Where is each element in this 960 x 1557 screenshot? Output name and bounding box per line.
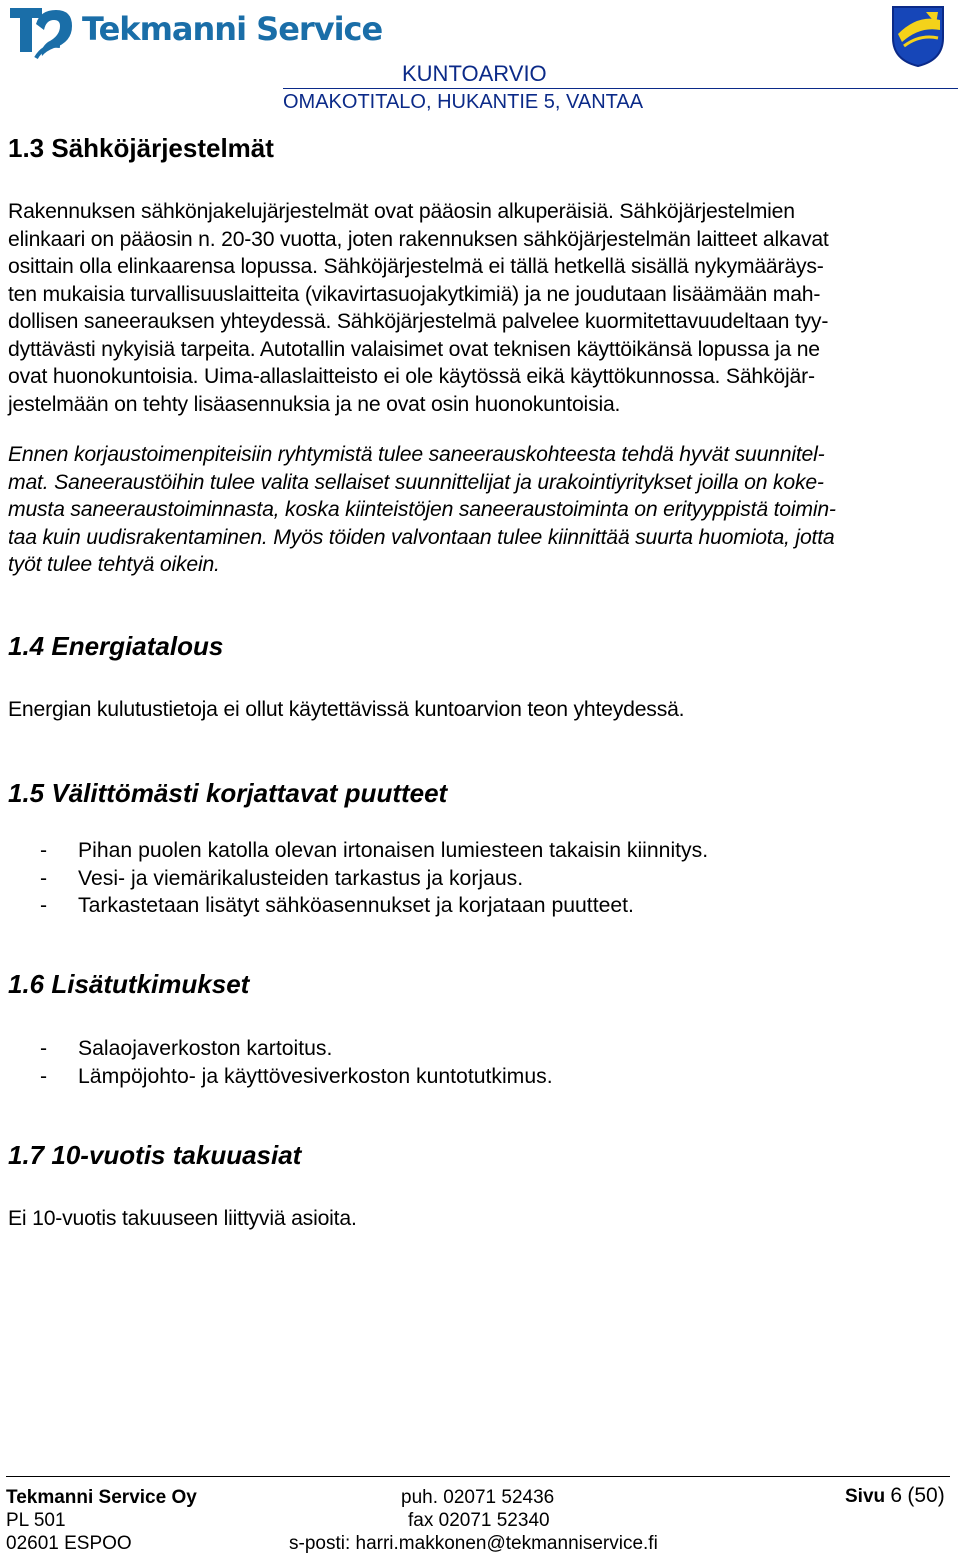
list-item (8, 892, 708, 920)
page-label: Sivu (845, 1486, 886, 1507)
footer-company: Tekmanni Service Oy (6, 1487, 197, 1508)
list-marker: - (40, 866, 48, 890)
footer-email: s-posti: harri.makkonen@tekmanniservice.fi (289, 1533, 658, 1554)
text-line: Ennen korjaustoimenpiteisiin ryhtymistä tulee saneerauskohteesta tehdä hyvät suunnitel- (8, 443, 825, 466)
list-item (8, 1035, 553, 1063)
report-title: KUNTOARVIO (402, 61, 547, 86)
footer-company-block (6, 1486, 197, 1555)
text-line: elinkaari on pääosin n. 20-30 vuotta, joten rakennuksen sähköjärjestelmän laitteet alkavat (8, 227, 829, 251)
section-1-3-paragraph-1 (8, 198, 953, 418)
page-indicator (845, 1484, 945, 1508)
list-item-text: Lämpöjohto- ja käyttövesiverkoston kuntotutkimus. (78, 1064, 553, 1088)
list-item (8, 865, 708, 893)
footer-divider (6, 1476, 950, 1477)
section-1-6-list (8, 1035, 553, 1090)
text-line: Energian kulutustietoja ei ollut käytettävissä kuntoarvion teon yhteydessä. (8, 698, 685, 721)
text-line: mat. Saneeraustöihin tulee valita sellaiset suunnittelijat ja urakointiyritykset joilla on koke- (8, 470, 824, 494)
section-1-4-text (8, 696, 953, 724)
footer-fax: fax 02071 52340 (408, 1510, 550, 1531)
section-heading-1-4: 1.4 Energiatalous (8, 631, 224, 661)
header-divider (283, 88, 958, 89)
text-line: dollisen saneerauksen yhteydessä. Sähköjärjestelmä palvelee kuormitettavuudeltaan tyy- (8, 310, 829, 333)
list-marker: - (40, 839, 48, 862)
section-heading-1-6: 1.6 Lisätutkimukset (8, 969, 250, 999)
text-line: osittain olla elinkaarensa lopussa. Sähköjärjestelmä ei tällä hetkellä sisällä nykymääräys- (8, 255, 824, 278)
page-total: (50) (907, 1484, 945, 1507)
list-item-text: Tarkastetaan lisätyt sähköasennukset ja korjataan puutteet. (78, 894, 634, 917)
footer-pobox: PL 501 (6, 1510, 66, 1531)
text-line: musta saneeraustoiminnasta, koska kiinteistöjen saneeraustoiminta on erityyppistä toimin- (8, 498, 836, 521)
text-line: Rakennuksen sähkönjakelujärjestelmät ovat pääosin alkuperäisiä. Sähköjärjestelmien (8, 200, 795, 223)
section-heading-1-3: 1.3 Sähköjärjestelmät (8, 133, 274, 163)
company-logo (6, 2, 383, 62)
text-line: jestelmään on tehty lisäasennuksia ja ne ovat osin huonokuntoisia. (8, 392, 621, 416)
text-line: Ei 10-vuotis takuuseen liittyviä asioita. (8, 1207, 357, 1230)
footer-phone: puh. 02071 52436 (401, 1487, 555, 1508)
text-line: taa kuin uudisrakentaminen. Myös töiden valvontaan tulee kiinnittää suurta huomiota, jotta (8, 525, 835, 549)
report-address: OMAKOTITALO, HUKANTIE 5, VANTAA (283, 91, 644, 113)
list-item (8, 837, 708, 865)
list-item (8, 1063, 553, 1091)
section-1-5-list (8, 837, 708, 920)
list-item-text: Pihan puolen katolla olevan irtonaisen lumiesteen takaisin kiinnitys. (78, 839, 709, 862)
text-line: työt tulee tehtyä oikein. (8, 553, 220, 576)
logo-text: Tekmanni Service (82, 10, 383, 48)
list-marker: - (40, 1037, 48, 1060)
list-marker: - (40, 1064, 48, 1088)
footer-postal: 02601 ESPOO (6, 1533, 132, 1554)
list-item-text: Salaojaverkoston kartoitus. (78, 1037, 333, 1060)
text-line: ovat huonokuntoisia. Uima-allaslaitteisto ei ole käytössä eikä käyttökunnossa. Sähköjär- (8, 365, 815, 388)
page-number: 6 (890, 1484, 903, 1507)
text-line: ten mukaisia turvallisuuslaitteita (vikavirtasuojakytkimiä) ja ne joudutaan lisäämään mah- (8, 282, 821, 306)
section-1-7-text (8, 1205, 953, 1233)
section-1-3-paragraph-2 (8, 441, 953, 579)
section-heading-1-7: 1.7 10-vuotis takuuasiat (8, 1140, 302, 1170)
list-marker: - (40, 894, 48, 917)
list-item-text: Vesi- ja viemärikalusteiden tarkastus ja korjaus. (78, 866, 524, 890)
text-line: dyttävästi nykyisiä tarpeita. Autotallin valaisimet ovat teknisen käyttöikänsä lopussa ja ne (8, 337, 820, 361)
tekmanni-logo-icon (6, 2, 76, 62)
municipal-crest-icon (890, 4, 946, 68)
section-heading-1-5: 1.5 Välittömästi korjattavat puutteet (8, 778, 448, 808)
